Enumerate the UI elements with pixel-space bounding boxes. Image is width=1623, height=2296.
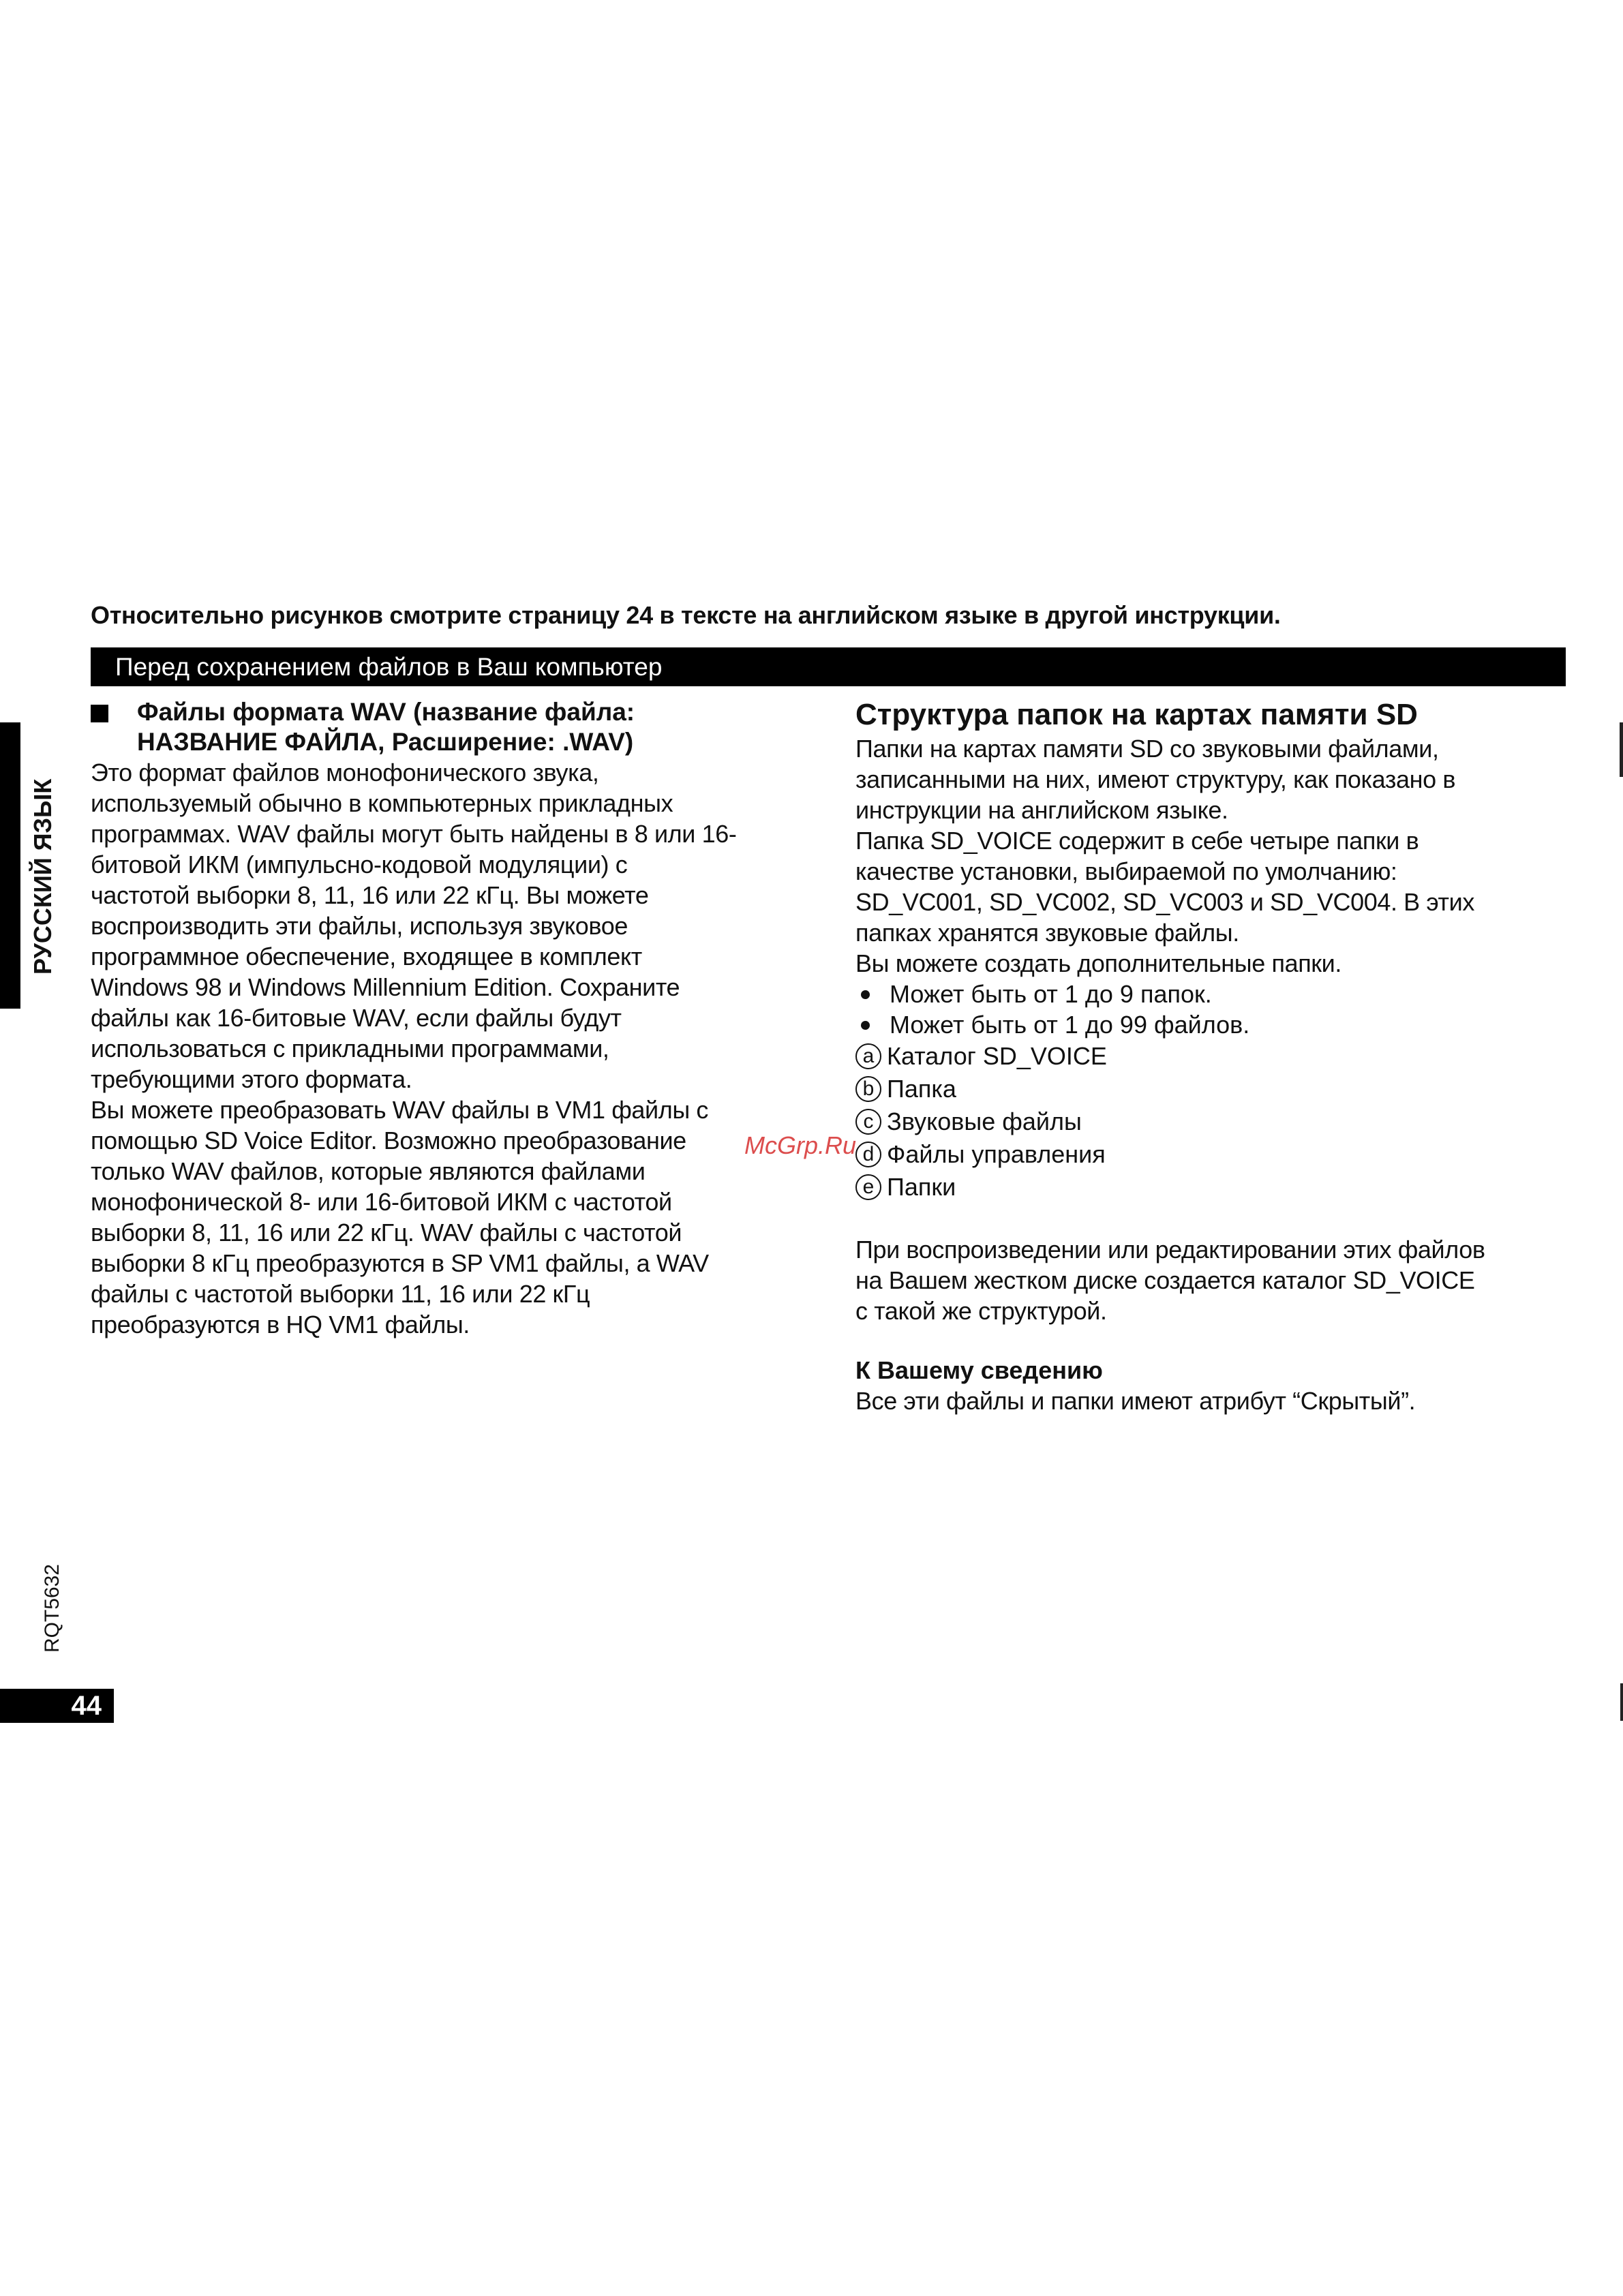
text-line: преобразуются в HQ VM1 файлы.: [91, 1311, 470, 1338]
legend-label: Папки: [887, 1173, 956, 1201]
section-title-bar: Перед сохранением файлов в Ваш компьютер: [91, 647, 1566, 686]
wav-files-body: [91, 757, 813, 1340]
text-line: качестве установки, выбираемой по умолчанию:: [855, 857, 1397, 885]
legend-item: [855, 1040, 1571, 1073]
text-line: с такой же структурой.: [855, 1297, 1107, 1325]
text-line: программах. WAV файлы могут быть найдены в 8 или 16-: [91, 820, 737, 848]
circled-letter-icon: c: [855, 1109, 881, 1135]
text-line: только WAV файлов, которые являются файлами: [91, 1157, 646, 1185]
text-line: записанными на них, имеют структуру, как показано в: [855, 765, 1456, 793]
circled-letter-icon: b: [855, 1076, 881, 1102]
edge-mark: [1620, 1683, 1623, 1721]
sd-folder-intro: [855, 733, 1571, 979]
text-line: Папки на картах памяти SD со звуковыми файлами,: [855, 735, 1439, 763]
list-item: Может быть от 1 до 99 файлов.: [855, 1009, 1571, 1040]
text-line: папках хранятся звуковые файлы.: [855, 919, 1239, 947]
square-bullet-icon: [91, 705, 108, 722]
heading-line: Файлы формата WAV (название файла:: [137, 698, 635, 726]
text-line: Это формат файлов монофонического звука,: [91, 759, 599, 786]
watermark: McGrp.Ru: [744, 1131, 857, 1159]
text-line: воспроизводить эти файлы, используя звуковое: [91, 912, 628, 940]
fyi-block: [855, 1355, 1571, 1416]
text-line: битовой ИКМ (импульсно-кодовой модуляции) с: [91, 851, 628, 878]
text-line: SD_VC001, SD_VC002, SD_VC003 и SD_VC004. В этих: [855, 888, 1474, 916]
legend-item: [855, 1105, 1571, 1138]
folder-limits-list: [855, 979, 1571, 1040]
playback-note: [855, 1234, 1571, 1326]
text-line: частотой выборки 8, 11, 16 или 22 кГц. Вы можете: [91, 881, 649, 909]
text-line: При воспроизведении или редактировании этих файлов: [855, 1236, 1485, 1264]
legend-item: [855, 1073, 1571, 1105]
edge-mark: [1620, 722, 1623, 777]
legend-label: Каталог SD_VOICE: [887, 1042, 1107, 1070]
legend-label: Папка: [887, 1075, 956, 1103]
page-number: 44: [0, 1689, 114, 1723]
legend-label: Файлы управления: [887, 1140, 1106, 1168]
text-line: монофонической 8- или 16-битовой ИКМ с частотой: [91, 1188, 672, 1216]
circled-letter-icon: d: [855, 1142, 881, 1167]
text-line: использоваться с прикладными программами,: [91, 1035, 609, 1062]
text-line: Папка SD_VOICE содержит в себе четыре папки в: [855, 827, 1419, 855]
heading-line: НАЗВАНИЕ ФАЙЛА, Расширение: .WAV): [137, 728, 634, 756]
document-code: RQT5632: [41, 1563, 63, 1653]
wav-files-section: [91, 697, 813, 1340]
text-line: программное обеспечение, входящее в комплект: [91, 943, 642, 970]
fyi-heading: К Вашему сведению: [855, 1356, 1103, 1384]
text-line: используемый обычно в компьютерных прикладных: [91, 789, 673, 817]
text-line: Windows 98 и Windows Millennium Edition. Сохраните: [91, 973, 680, 1001]
text-line: файлы с частотой выборки 11, 16 или 22 кГц: [91, 1280, 590, 1308]
list-item: Может быть от 1 до 9 папок.: [855, 979, 1571, 1009]
circled-letter-icon: a: [855, 1043, 881, 1069]
legend-item: [855, 1138, 1571, 1171]
legend-label: Звуковые файлы: [887, 1107, 1082, 1135]
text-line: помощью SD Voice Editor. Возможно преобразование: [91, 1127, 686, 1154]
fyi-text: Все эти файлы и папки имеют атрибут “Скрытый”.: [855, 1387, 1416, 1415]
text-line: выборки 8, 11, 16 или 22 кГц. WAV файлы с частотой: [91, 1219, 682, 1246]
figure-reference-note: Относительно рисунков смотрите страницу 24 в тексте на английском языке в другой инструкции.: [91, 601, 1281, 629]
text-line: Вы можете создать дополнительные папки.: [855, 949, 1341, 977]
wav-files-heading: [91, 697, 813, 757]
text-line: требующими этого формата.: [91, 1065, 412, 1093]
text-line: файлы как 16-битовые WAV, если файлы будут: [91, 1004, 622, 1032]
sd-folder-structure-heading: Структура папок на картах памяти SD: [855, 698, 1418, 731]
language-side-label: РУССКИЙ ЯЗЫК: [29, 778, 57, 975]
language-side-tab: [0, 722, 20, 1009]
sd-folder-structure-section: [855, 697, 1571, 1416]
diagram-legend: [855, 1040, 1571, 1204]
text-line: на Вашем жестком диске создается каталог SD_VOICE: [855, 1266, 1475, 1294]
text-line: Вы можете преобразовать WAV файлы в VM1 файлы с: [91, 1096, 709, 1124]
circled-letter-icon: e: [855, 1174, 881, 1200]
text-line: выборки 8 кГц преобразуются в SP VM1 файлы, а WAV: [91, 1249, 709, 1277]
text-line: инструкции на английском языке.: [855, 796, 1228, 824]
legend-item: [855, 1171, 1571, 1204]
